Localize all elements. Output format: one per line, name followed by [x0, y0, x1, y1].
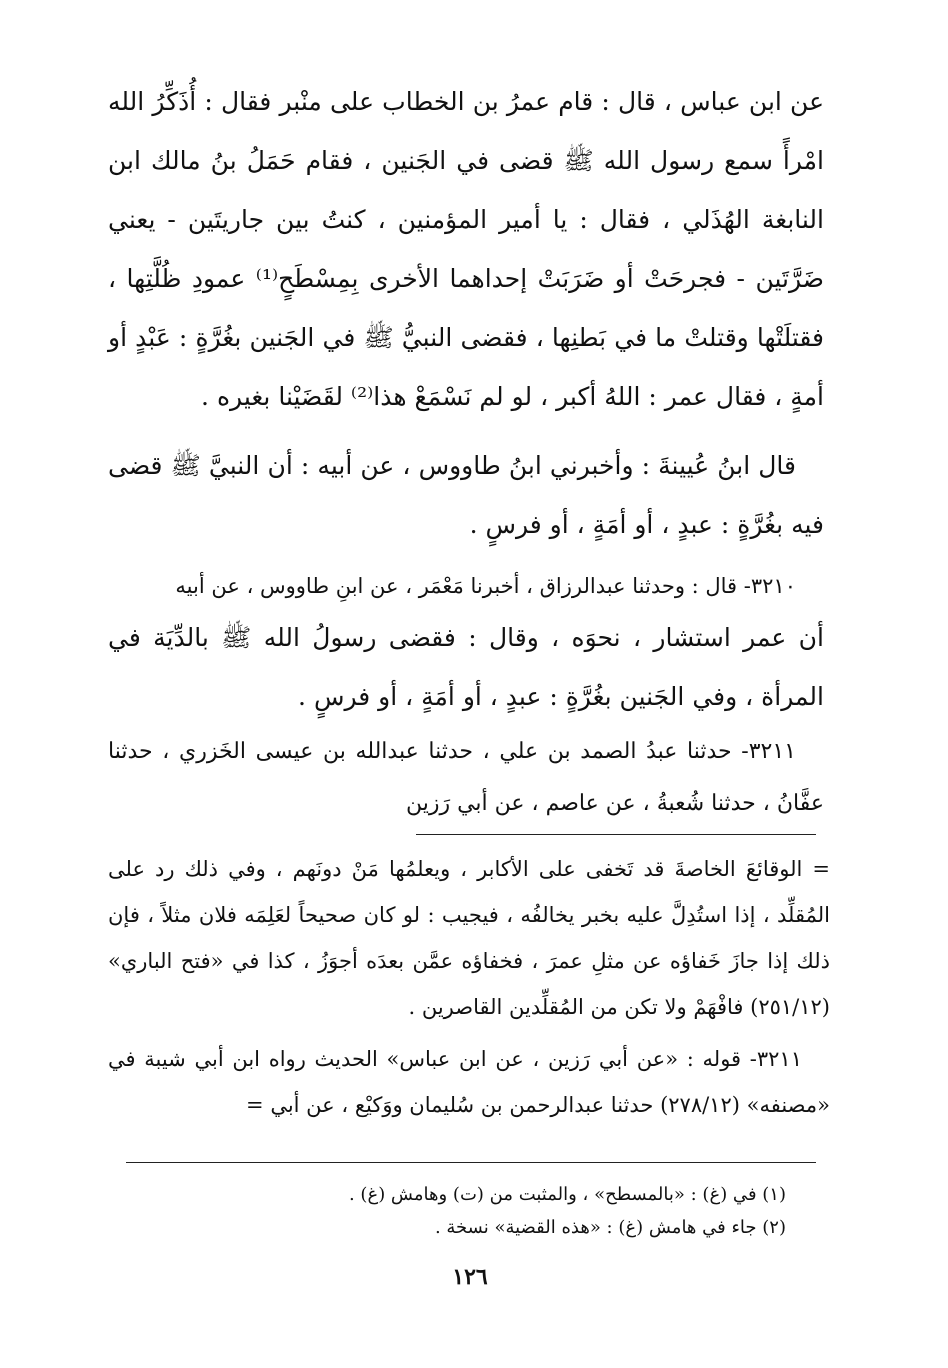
- footnote-2: (٢) جاء في هامش (غ) : «هذه القضية» نسخة .: [434, 1217, 786, 1238]
- footnotes-block: [200, 1178, 786, 1244]
- main-text-block: [108, 72, 824, 830]
- footnote-1: (١) في (غ) : «بالمسطح» ، والمثبت من (ت) وهامش (غ) .: [348, 1184, 786, 1205]
- page-number: ١٢٦: [452, 1264, 488, 1290]
- commentary-block: [108, 846, 830, 1128]
- footnote-divider: [126, 1162, 816, 1163]
- commentary-paragraph-2: ٣٢١١- قوله : «عن أبي رَزين ، عن ابن عباس» الحديث رواه ابن أبي شيبة في «مصنفه» (٢٧٨/١٢) حدثنا عبدالرحمن بن سُليمان ووَكيْع ، عن أبي =: [108, 1047, 830, 1117]
- hadith-paragraph-2: قال ابنُ عُيينةَ : وأخبرني ابنُ طاووس ، عن أبيه : أن النبيَّ ﷺ قضى فيه بغُرَّةٍ : عبدٍ ، أو أمَةٍ ، أو فرسٍ .: [108, 451, 824, 539]
- commentary-divider: [416, 834, 816, 835]
- commentary-paragraph-1: = الوقائعَ الخاصةَ قد تَخفى على الأكابر ، ويعلمُها مَنْ دونَهم ، وفي ذلك رد على المُقلِّد ، إذا استُدِلَّ عليه بخبر يخالفُه ، فيجيب : لو كان صحيحاً لعَلِمَه فلان مثلاً ، فإن ذلك إذا جازَ خَفاؤه عن مثلِ عمرَ ، فخفاؤه عمَّن بعدَه أجوَزُ ، كذا في «فتح الباري» (٢٥١/١٢) فافْهَمْ ولا تكن من المُقلِّدين القاصرين .: [108, 857, 830, 1019]
- hadith-3211-isnad: ٣٢١١- حدثنا عبدُ الصمد بن علي ، حدثنا عبدالله بن عيسى الخَزري ، حدثنا عفَّانُ ، حدثنا شُعبةُ ، عن عاصم ، عن أبي رَزين: [108, 739, 824, 816]
- hadith-3210-isnad: ٣٢١٠- قال : وحدثنا عبدالرزاق ، أخبرنا مَعْمَر ، عن ابنِ طاووس ، عن أبيه: [175, 574, 796, 598]
- hadith-paragraph-1: عن ابن عباس ، قال : قام عمرُ بن الخطاب على منْبر فقال : أُذَكِّرُ الله امْرأً سمع رسول الله ﷺ قضى في الجَنين ، فقام حَمَلُ بنُ مالك ابن النابغة الهُذَلي ، فقال : يا أمير المؤمنين ، كنتُ بين جاريتَين - يعني ضَرَّتَين - فجرحَتْ أو ضَرَبَتْ إحداهما الأخرى بِمِسْطَحٍ⁽¹⁾ عمودِ ظُلَّتِها ، فقتلَتْها وقتلتْ ما في بَطنِها ، فقضى النبيُّ ﷺ في الجَنين بغُرَّةٍ : عَبْدٍ أو أمةٍ ، فقال عمر : اللهُ أكبر ، لو لم نَسْمَعْ هذا⁽²⁾ لقَضَيْنا بغيره .: [108, 87, 825, 411]
- hadith-3210-matn: أن عمر استشار ، نحوَه ، وقال : فقضى رسولُ الله ﷺ بالدِّيَة في المرأة ، وفي الجَنين بغُرَّةٍ : عبدٍ ، أو أمَةٍ ، أو فرسٍ .: [108, 623, 824, 711]
